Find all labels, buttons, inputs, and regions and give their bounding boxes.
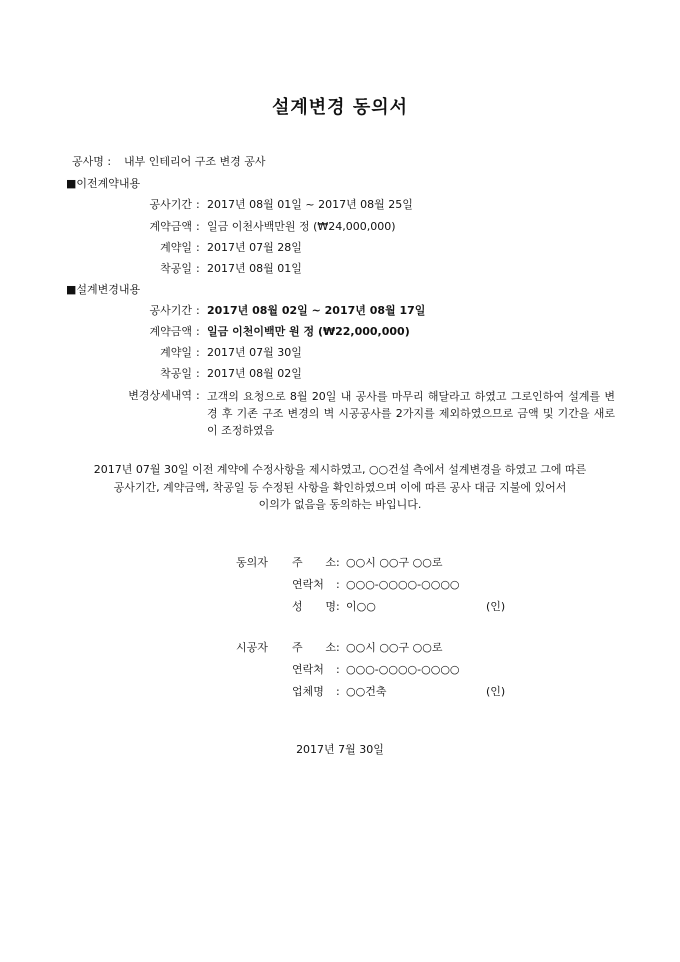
row-label: 계약금액 xyxy=(149,220,192,233)
row-label: 공사기간 xyxy=(149,198,192,211)
prev-section-heading: ■이전계약내용 xyxy=(66,177,141,190)
change-section-heading: ■설계변경내용 xyxy=(66,283,141,296)
row-colon: : xyxy=(196,346,200,359)
project-label: 공사명 : xyxy=(72,155,112,168)
change-detail-text: 고객의 요청으로 8월 20일 내 공사를 마무리 해달라고 하였고 그로인하여 설계를 변경 후 기존 구조 변경의 벽 시공공사를 2가지를 제외하였으므로 금액 및 기간을 새로이 조정하였음 xyxy=(207,390,615,437)
row-colon: : xyxy=(196,325,200,338)
row-value: 2017년 08월 01일 xyxy=(207,262,302,275)
row-colon: : xyxy=(336,685,340,698)
row-label: 공사기간 xyxy=(149,304,192,317)
row-value: 2017년 08월 01일 ~ 2017년 08월 25일 xyxy=(207,198,413,211)
document-title: 설계변경 동의서 xyxy=(272,97,408,118)
row-label: 계약금액 xyxy=(149,325,192,338)
row-colon: : xyxy=(336,578,340,591)
row-colon: : xyxy=(196,304,200,317)
row-colon: : xyxy=(336,556,340,569)
row-colon: : xyxy=(336,663,340,676)
address-value: ○○시 ○○구 ○○로 xyxy=(346,641,443,654)
document-date: 2017년 7월 30일 xyxy=(296,743,384,756)
agreement-paragraph xyxy=(60,461,620,514)
row-label: 착공일 xyxy=(160,367,192,380)
row-label: 변경상세내역 xyxy=(128,389,192,402)
company-label: 업체명 xyxy=(292,685,324,698)
contact-value: ○○○-○○○○-○○○○ xyxy=(346,663,460,676)
row-value: 2017년 08월 02일 xyxy=(207,367,302,380)
agreement-line: 이의가 없음을 동의하는 바입니다. xyxy=(258,498,422,511)
contact-label: 연락처 xyxy=(292,663,324,676)
contact-value: ○○○-○○○○-○○○○ xyxy=(346,578,460,591)
contact-label: 연락처 xyxy=(292,578,324,591)
seal-mark: (인) xyxy=(486,600,506,613)
contractor-role: 시공자 xyxy=(236,641,268,654)
row-label: 계약일 xyxy=(160,241,192,254)
row-value: 2017년 08월 02일 ~ 2017년 08월 17일 xyxy=(207,304,426,317)
row-colon: : xyxy=(196,262,200,275)
name-value: 이○○ xyxy=(346,600,376,613)
agreement-line: 공사기간, 계약금액, 착공일 등 수정된 사항을 확인하였으며 이에 따른 공사 대금 지불에 있어서 xyxy=(113,480,567,494)
name-label: 성 명 xyxy=(292,600,336,613)
project-value: 내부 인테리어 구조 변경 공사 xyxy=(124,155,266,168)
row-colon: : xyxy=(196,220,200,233)
row-colon: : xyxy=(196,367,200,380)
row-colon: : xyxy=(196,241,200,254)
company-value: ○○건축 xyxy=(346,685,387,698)
row-value: 2017년 07월 30일 xyxy=(207,346,302,359)
seal-mark: (인) xyxy=(486,685,506,698)
row-colon: : xyxy=(196,198,200,211)
row-colon: : xyxy=(196,389,200,402)
row-value: 2017년 07월 28일 xyxy=(207,241,302,254)
address-label: 주 소 xyxy=(292,556,336,569)
address-label: 주 소 xyxy=(292,641,336,654)
row-colon: : xyxy=(336,600,340,613)
address-value: ○○시 ○○구 ○○로 xyxy=(346,556,443,569)
row-colon: : xyxy=(336,641,340,654)
row-label: 계약일 xyxy=(160,346,192,359)
row-value: 일금 이천이백만 원 정 (₩22,000,000) xyxy=(207,325,410,338)
row-value: 일금 이천사백만원 정 (₩24,000,000) xyxy=(207,220,396,233)
agreement-line: 2017년 07월 30일 이전 계약에 수정사항을 제시하였고, ○○건설 측에서 설계변경을 하였고 그에 따른 xyxy=(93,463,587,476)
consenter-role: 동의자 xyxy=(236,556,268,569)
row-label: 착공일 xyxy=(160,262,192,275)
